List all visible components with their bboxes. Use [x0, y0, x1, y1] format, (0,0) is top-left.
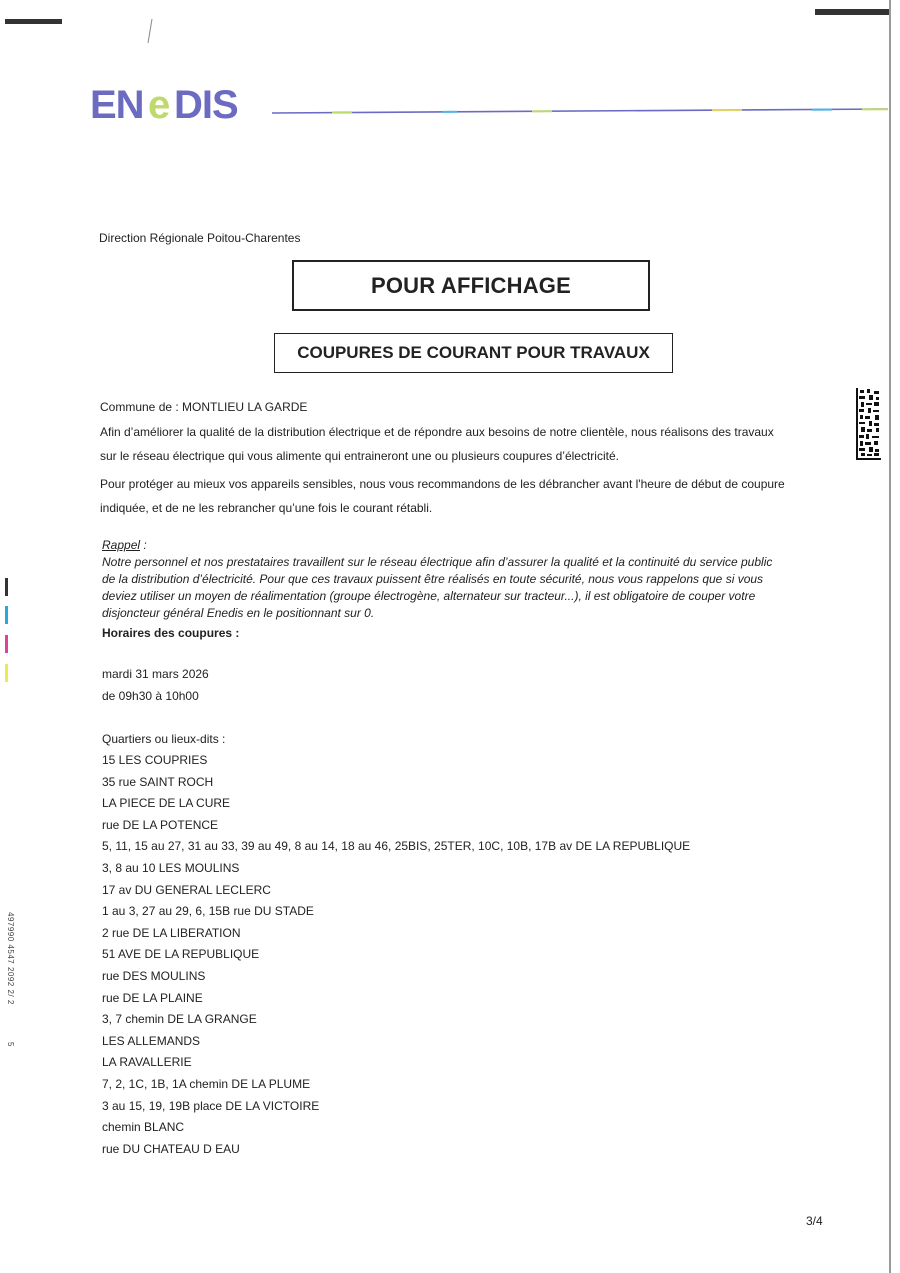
scan-registration-mark: [5, 19, 62, 24]
quartier-item: 3, 8 au 10 LES MOULINS: [102, 860, 240, 875]
banner-box: [292, 260, 650, 311]
intro-paragraph: [100, 420, 830, 468]
quartier-item: rue DES MOULINS: [102, 968, 206, 983]
scan-registration-mark: [815, 9, 890, 15]
rappel-line: disjoncteur général Enedis en le positionnant sur 0.: [102, 606, 375, 620]
quartiers-list: [102, 750, 690, 1160]
header-decorative-line: [272, 108, 888, 114]
subtitle-box: [274, 333, 673, 373]
outage-date: mardi 31 mars 2026: [102, 667, 209, 681]
quartier-item: 35 rue SAINT ROCH: [102, 774, 214, 789]
rappel-line: de la distribution d’électricité. Pour que ces travaux puissent être réalisés en toute sécurité, nous vous rappelons que si vous: [102, 572, 764, 586]
quartier-item: LES ALLEMANDS: [102, 1033, 201, 1048]
cmyk-mark-magenta: [5, 635, 8, 653]
side-tracking-number: 5: [6, 1042, 15, 1047]
outage-time: de 09h30 à 10h00: [102, 689, 199, 703]
side-tracking-code: 497990 4547 2092 2/ 2: [6, 912, 15, 1005]
commune-line: Commune de : MONTLIEU LA GARDE: [100, 400, 308, 414]
quartier-item: 1 au 3, 27 au 29, 6, 15B rue DU STADE: [102, 904, 314, 919]
advice-line: indiquée, et de ne les rebrancher qu’une fois le courant rétabli.: [100, 501, 433, 515]
quartier-item: 7, 2, 1C, 1B, 1A chemin DE LA PLUME: [102, 1076, 311, 1091]
cmyk-mark-cyan: [5, 606, 8, 624]
horaires-heading: Horaires des coupures :: [102, 626, 240, 640]
quartier-item: 3 au 15, 19, 19B place DE LA VICTOIRE: [102, 1098, 320, 1113]
enedis-logo: [90, 82, 262, 126]
advice-paragraph: [100, 472, 830, 520]
rappel-title: Rappel: [102, 538, 141, 552]
cmyk-mark-yellow: [5, 664, 8, 682]
rappel-title-suffix: :: [140, 538, 147, 552]
quartiers-heading: Quartiers ou lieux-dits :: [102, 732, 226, 746]
quartier-item: 51 AVE DE LA REPUBLIQUE: [102, 947, 260, 962]
quartier-item: LA RAVALLERIE: [102, 1055, 192, 1070]
page-edge-line: [889, 0, 891, 1273]
quartier-item: rue DU CHATEAU D EAU: [102, 1141, 240, 1156]
banner-title: POUR AFFICHAGE: [371, 272, 571, 298]
datamatrix-code: [856, 388, 881, 460]
quartier-item: rue DE LA POTENCE: [102, 817, 219, 832]
rappel-block: [102, 537, 822, 622]
quartier-item: 3, 7 chemin DE LA GRANGE: [102, 1012, 257, 1027]
advice-line: Pour protéger au mieux vos appareils sensibles, nous vous recommandons de les débrancher avant l'heure de début de coupure: [100, 477, 785, 491]
intro-line: Afin d’améliorer la qualité de la distribution électrique et de répondre aux besoins de notre clientèle, nous réalisons des travaux: [100, 425, 774, 439]
rappel-line: deviez utiliser un moyen de réalimentation (groupe électrogène, alternateur sur tracteur...), il est obligatoire de couper votre: [102, 589, 756, 603]
cmyk-mark-black: [5, 578, 8, 596]
quartier-item: 5, 11, 15 au 27, 31 au 33, 39 au 49, 8 au 14, 18 au 46, 25BIS, 25TER, 10C, 10B, 17B av DE LA REPUBLIQUE: [102, 839, 691, 854]
svg-text:DIS: DIS: [174, 83, 238, 126]
subtitle-title: COUPURES DE COURANT POUR TRAVAUX: [297, 343, 650, 362]
pen-mark: [146, 18, 154, 44]
quartier-item: chemin BLANC: [102, 1120, 185, 1135]
quartier-item: 2 rue DE LA LIBERATION: [102, 925, 241, 940]
quartier-item: rue DE LA PLAINE: [102, 990, 203, 1005]
rappel-line: Notre personnel et nos prestataires travaillent sur le réseau électrique afin d’assurer la qualité et la continuité du service public: [102, 555, 773, 569]
region-heading: Direction Régionale Poitou-Charentes: [99, 231, 301, 245]
intro-line: sur le réseau électrique qui vous alimente qui entraineront une ou plusieurs coupures d’électricité.: [100, 449, 619, 463]
page-number: 3/4: [806, 1214, 823, 1228]
svg-text:EN: EN: [90, 83, 144, 126]
quartier-item: LA PIECE DE LA CURE: [102, 796, 231, 811]
quartier-item: 15 LES COUPRIES: [102, 753, 208, 767]
svg-text:e: e: [148, 83, 171, 126]
quartier-item: 17 av DU GENERAL LECLERC: [102, 882, 271, 897]
